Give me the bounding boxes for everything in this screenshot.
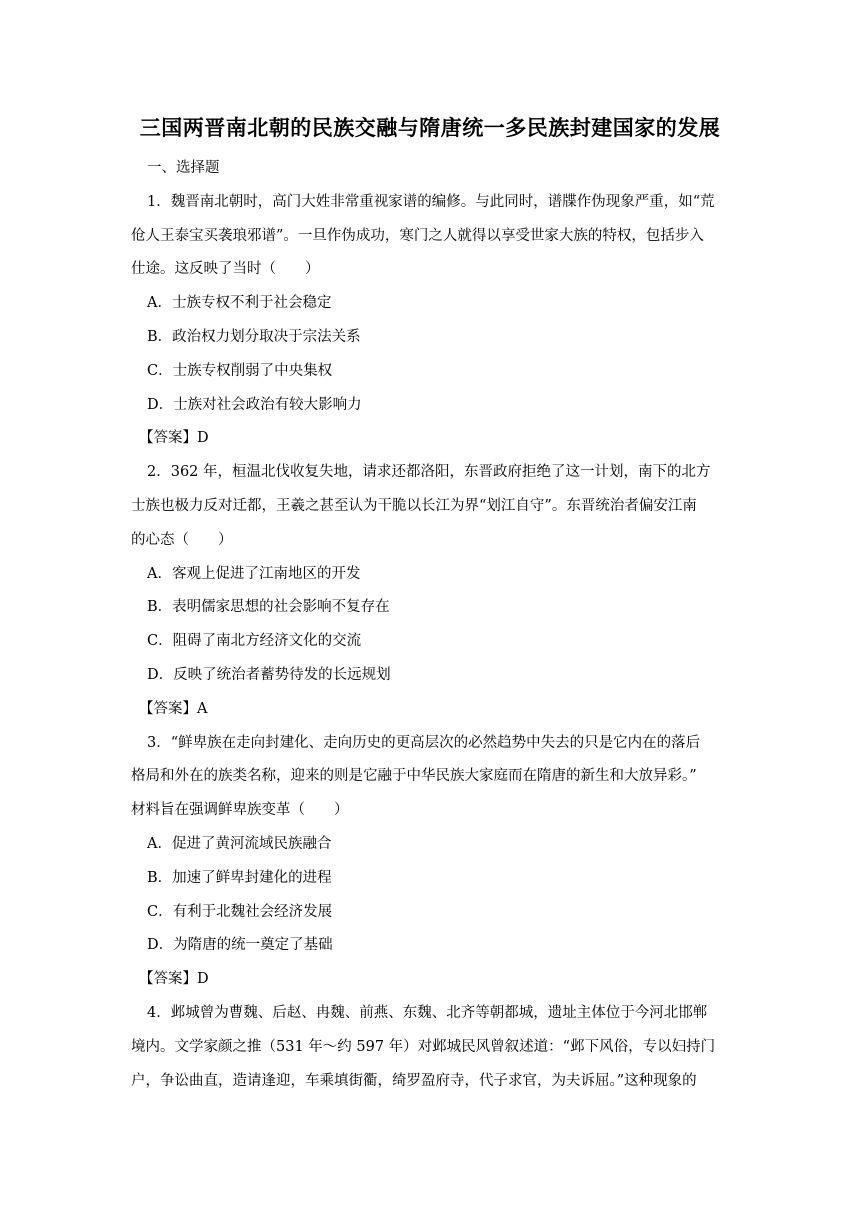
option-c: C．士族专权削弱了中央集权 [147, 362, 333, 379]
question-text-line: 格局和外在的族类名称，迎来的则是它融于中华民族大家庭而在隋唐的新生和大放异彩。” [131, 768, 697, 785]
question-2 [131, 456, 731, 726]
question-text-line: 1．魏晋南北朝时，高门大姓非常重视家谱的编修。与此同时，谱牒作伪现象严重，如“荒 [147, 193, 715, 210]
option-a: A．客观上促进了江南地区的开发 [147, 565, 361, 582]
question-text-line: 4．邺城曾为曹魏、后赵、冉魏、前燕、东魏、北齐等朝都城，遗址主体位于今河北邯郸 [147, 1004, 708, 1021]
option-c: C．有利于北魏社会经济发展 [147, 903, 333, 920]
section-heading: 一、选择题 [147, 160, 220, 176]
document-body [131, 152, 731, 1098]
option-d: D．为隋唐的统一奠定了基础 [147, 937, 333, 954]
option-b: B．政治权力划分取决于宗法关系 [147, 328, 361, 345]
question-text-line: 境内。文学家颜之推（531 年～约 597 年）对邺城民风曾叙述道：“邺下风俗，专以妇持门 [131, 1038, 716, 1055]
question-3 [131, 727, 731, 997]
page-title: 三国两晋南北朝的民族交融与隋唐统一多民族封建国家的发展 [139, 116, 721, 140]
answer-label: 【答案】D [139, 430, 209, 447]
answer-label: 【答案】A [139, 700, 208, 717]
question-text-line: 户，争讼曲直，造请逢迎，车乘填街衢，绮罗盈府寺，代子求官，为夫诉屈。”这种现象的 [131, 1072, 697, 1089]
option-b: B．加速了鲜卑封建化的进程 [147, 869, 332, 886]
option-a: A．促进了黄河流域民族融合 [147, 835, 332, 852]
question-1 [131, 186, 731, 456]
option-d: D．反映了统治者蓄势待发的长远规划 [147, 666, 391, 683]
question-text-line: 材料旨在强调鲜卑族变革（ ） [131, 802, 349, 819]
question-text-line: 伧人王泰宝买袭琅邪谱”。一旦作伪成功，寒门之人就得以享受世家大族的特权，包括步入 [131, 227, 704, 244]
answer-label: 【答案】D [139, 971, 209, 988]
option-c: C．阻碍了南北方经济文化的交流 [147, 633, 362, 650]
question-text-line: 2．362 年，桓温北伐收复失地，请求还都洛阳，东晋政府拒绝了这一计划，南下的北方 [147, 464, 711, 481]
question-text-line: 士族也极力反对迁都，王羲之甚至认为干脆以长江为界“划江自守”。东晋统治者偏安江南 [131, 497, 697, 514]
question-text-line: 仕途。这反映了当时（ ） [131, 261, 320, 278]
option-b: B．表明儒家思想的社会影响不复存在 [147, 599, 390, 616]
option-d: D．士族对社会政治有较大影响力 [147, 396, 362, 413]
question-4 [131, 997, 731, 1098]
question-text-line: 的心态（ ） [131, 531, 233, 548]
question-text-line: 3．“鲜卑族在走向封建化、走向历史的更高层次的必然趋势中失去的只是它内在的落后 [147, 734, 701, 751]
option-a: A．士族专权不利于社会稳定 [147, 295, 332, 312]
